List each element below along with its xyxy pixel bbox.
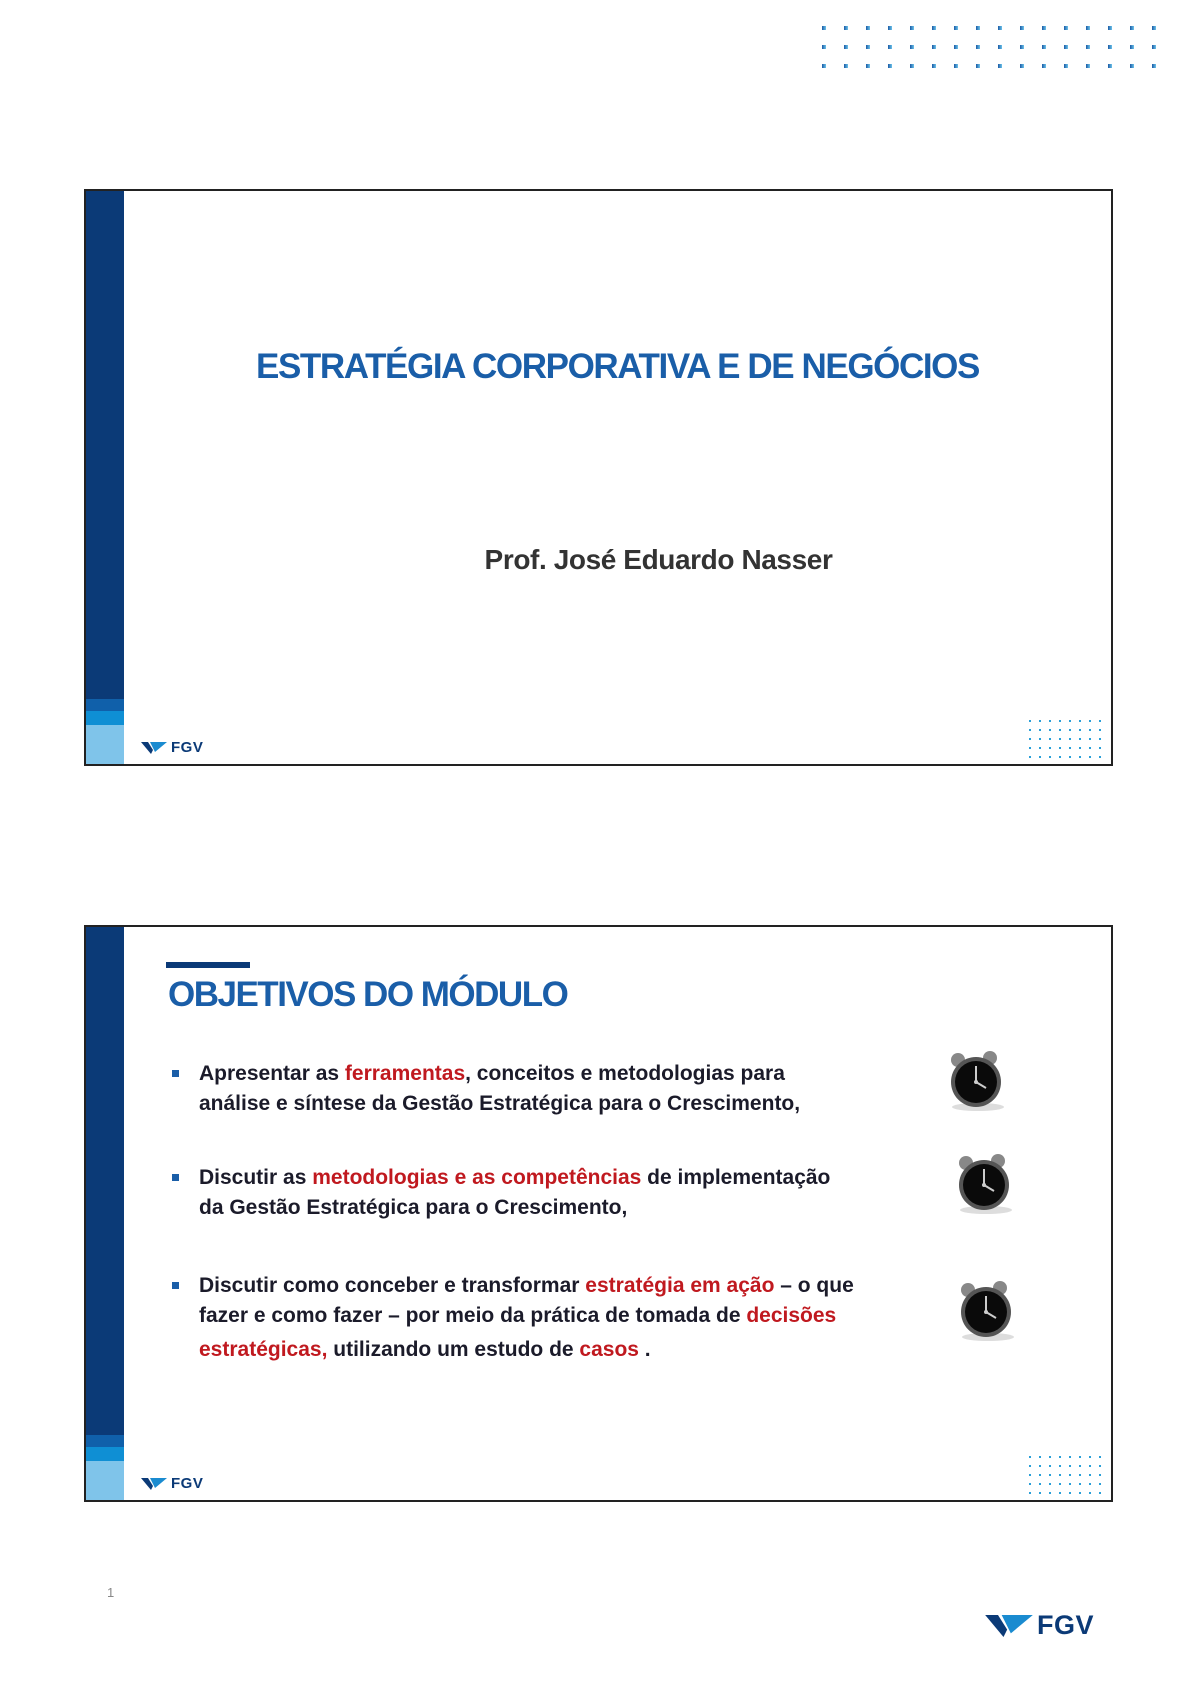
fgv-page-logo (985, 1610, 1094, 1641)
fgv-logo (141, 739, 203, 756)
bullet-square-icon (172, 1070, 179, 1077)
heading-accent-line (166, 962, 250, 968)
page-number: 1 (107, 1585, 115, 1600)
bullet-square-icon (172, 1282, 179, 1289)
slide-side-bar (86, 927, 124, 1500)
fgv-logo-text: FGV (171, 1475, 204, 1492)
slide-side-bar (86, 191, 124, 764)
fgv-logo-icon (985, 1615, 1033, 1637)
fgv-logo-text: FGV (1037, 1610, 1095, 1640)
fgv-logo-icon (141, 1478, 167, 1490)
list-item: Discutir as metodologias e as competências de implementação da Gestão Estratégica para o Crescimento, (168, 1163, 830, 1223)
alarm-clock-icon (944, 1050, 1008, 1112)
list-item: Discutir como conceber e transformar estratégia em ação – o que fazer e como fazer – por meio da prática de tomada de decisões estratégicas, utilizando um estudo de casos . (168, 1271, 854, 1369)
corner-dot-grid (1029, 720, 1107, 760)
slide-title-heading: ESTRATÉGIA CORPORATIVA E DE NEGÓCIOS (256, 347, 979, 386)
fgv-logo (141, 1475, 203, 1492)
fgv-logo-text: FGV (171, 739, 204, 756)
top-dot-grid (822, 26, 1172, 74)
slide-title-heading: OBJETIVOS DO MÓDULO (168, 975, 568, 1014)
fgv-logo-icon (141, 742, 167, 754)
slide-title (84, 189, 1113, 766)
alarm-clock-icon (954, 1280, 1018, 1342)
bullet-square-icon (172, 1174, 179, 1181)
corner-dot-grid (1029, 1456, 1107, 1496)
list-item: Apresentar as ferramentas, conceitos e metodologias para análise e síntese da Gestão Estratégica para o Crescimento, (168, 1059, 800, 1119)
slide-objectives (84, 925, 1113, 1502)
alarm-clock-icon (952, 1153, 1016, 1215)
author-name: Prof. José Eduardo Nasser (484, 544, 833, 575)
